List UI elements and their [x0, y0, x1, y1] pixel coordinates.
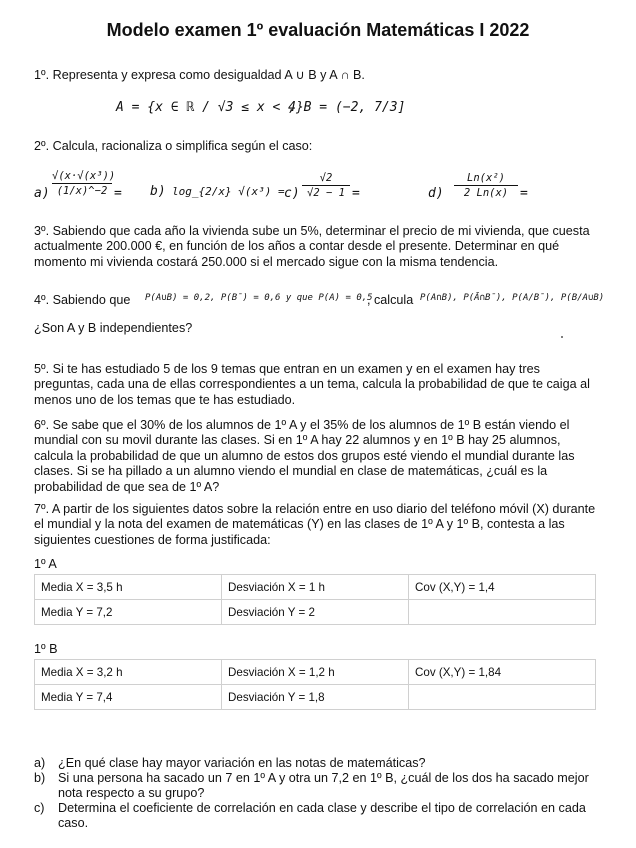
- list-item-text: ¿En qué clase hay mayor variación en las notas de matemáticas?: [58, 756, 426, 770]
- question-2-b-expression: log_{2/x} √(x³) =: [172, 185, 285, 198]
- group-a-label: 1º A: [34, 557, 57, 571]
- question-2-c-fraction: [302, 172, 350, 199]
- question-2-d-numerator: Ln(x²): [467, 172, 505, 184]
- table-cell: Desviación Y = 1,8: [222, 685, 409, 710]
- list-item-text: Determina el coeficiente de correlación en cada clase y describe el tipo de correlación en cada caso.: [58, 801, 586, 830]
- table-cell: Media X = 3,5 h: [35, 575, 222, 600]
- table-cell: Media Y = 7,4: [35, 685, 222, 710]
- question-2-c-numerator: √2: [319, 172, 333, 184]
- question-2-a-fraction: [52, 170, 116, 197]
- question-2-d-fraction: [454, 172, 518, 199]
- list-item: [34, 801, 600, 831]
- question-4-given: P(A∪B) = 0,2, P(B̄) = 0,6 y que P(A) = 0,5: [145, 293, 373, 303]
- question-2-b-label: b): [150, 184, 166, 199]
- question-2-c-denominator: √2 − 1: [307, 187, 345, 199]
- question-3-text: 3º. Sabiendo que cada año la vivienda sube un 5%, determinar el precio de mi vivienda, que cuesta actualmente 200.000 €, en función de los años a contar desde el presente. Determinar en qué momento mi vivienda costará 250.000 si el mercado sigue con la misma tendencia.: [34, 224, 590, 269]
- table-row: [35, 600, 596, 625]
- question-2-c-label: c): [284, 186, 300, 201]
- question-2-a-denominator: (1/x)^−2: [56, 185, 108, 197]
- table-cell: Cov (X,Y) = 1,84: [409, 660, 596, 685]
- question-2-a-label: a): [34, 186, 50, 201]
- page-title: Modelo examen 1º evaluación Matemáticas I 2022: [106, 20, 530, 40]
- list-item-marker: c): [34, 801, 45, 815]
- table-cell: [409, 600, 596, 625]
- question-2-text: 2º. Calcula, racionaliza o simplifica según el caso:: [34, 139, 313, 153]
- question-7-subquestions: [34, 756, 600, 831]
- question-6-text: 6º. Se sabe que el 30% de los alumnos de 1º A y el 35% de los alumnos de 1º B están viendo el mundial con su movil durante las clases. Si en 1º A hay 22 alumnos y en 1º B hay 25 alumnos, calcula la probabilidad de que un alumno de estos dos grupos esté viendo el mundial durante las clases. Si se ha pillado a un alumno viendo el mundial en clase de matemáticas, ¿cuál es la probabilidad de que sea de 1º A?: [34, 418, 575, 494]
- question-4-prefix: 4º. Sabiendo que: [34, 293, 131, 307]
- table-row: [35, 685, 596, 710]
- group-b-label: 1º B: [34, 642, 58, 656]
- question-2-d-label: d): [428, 186, 444, 201]
- question-2-c-equals: =: [352, 186, 360, 201]
- question-2-a-equals: =: [114, 186, 122, 201]
- table-row: [35, 575, 596, 600]
- table-cell: Media X = 3,2 h: [35, 660, 222, 685]
- question-1-text: 1º. Representa y expresa como desigualdad A ∪ B y A ∩ B.: [34, 68, 365, 82]
- question-2-a-numerator: √(x·√(x³)): [52, 170, 116, 182]
- table-cell: Desviación X = 1 h: [222, 575, 409, 600]
- list-item: [34, 756, 600, 771]
- question-4-independence: ¿Son A y B independientes?: [34, 321, 193, 335]
- stray-mark: [561, 336, 563, 338]
- question-1-set-b: , B = (−2, 7/3]: [288, 100, 406, 115]
- question-7-text: 7º. A partir de los siguientes datos sobre la relación entre en uso diario del teléfono móvil (X) durante el mundial y la nota del examen de matemáticas (Y) en las clases de 1º A y 1º B, contesta a las siguientes cuestiones de forma justificada:: [34, 502, 596, 547]
- question-2-d-equals: =: [520, 186, 528, 201]
- question-1-set-a: A = {x ∈ ℝ / √3 ≤ x < 4}: [116, 100, 304, 115]
- list-item-marker: b): [34, 771, 46, 785]
- table-cell: Cov (X,Y) = 1,4: [409, 575, 596, 600]
- question-4-calcula: , calcula: [367, 293, 414, 307]
- list-item-marker: a): [34, 756, 46, 770]
- table-cell: Desviación Y = 2: [222, 600, 409, 625]
- table-row: [35, 660, 596, 685]
- table-cell: Desviación X = 1,2 h: [222, 660, 409, 685]
- list-item-text: Si una persona ha sacado un 7 en 1º A y otra un 7,2 en 1º B, ¿cuál de los dos ha sacado mejor nota respecto a su grupo?: [58, 771, 589, 800]
- question-2-d-denominator: 2 Ln(x): [463, 187, 509, 199]
- group-a-table: [34, 574, 596, 625]
- table-cell: Media Y = 7,2: [35, 600, 222, 625]
- list-item: [34, 771, 600, 801]
- question-5-text: 5º. Si te has estudiado 5 de los 9 temas que entran en un examen y en el examen hay tres preguntas, cada una de ellas correspondientes a un tema, calcula la probabilidad de que te caiga al menos uno de los temas que te has estudiado.: [34, 362, 590, 407]
- group-b-table: [34, 659, 596, 710]
- question-4-asked: P(A∩B), P(Ā∩B̄), P(A/B̄), P(B/A∪B): [420, 293, 605, 303]
- table-cell: [409, 685, 596, 710]
